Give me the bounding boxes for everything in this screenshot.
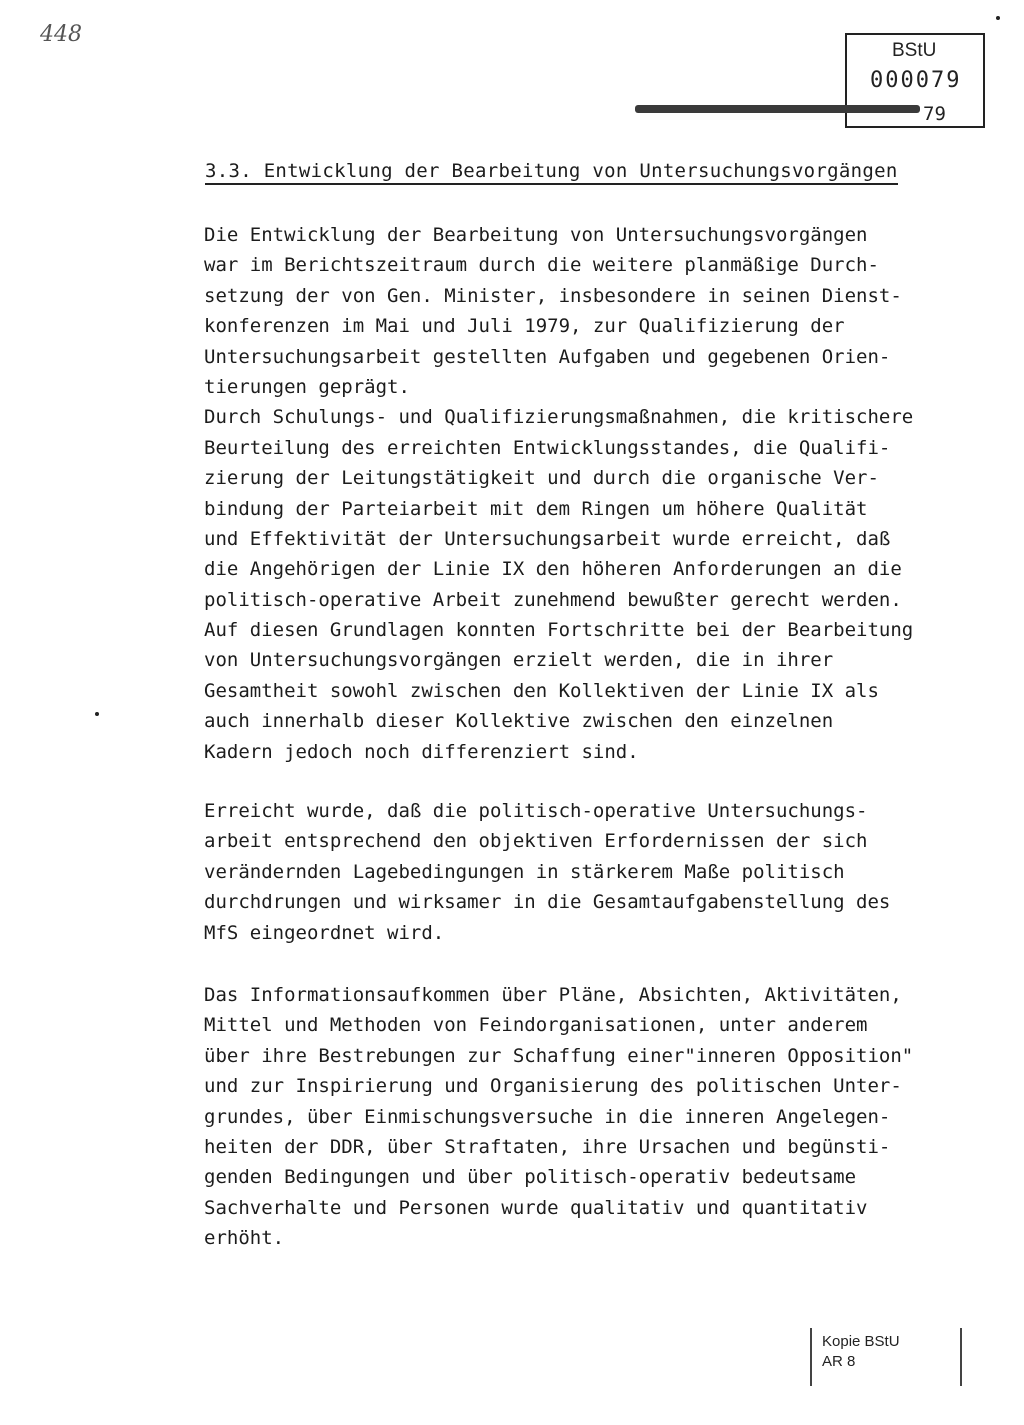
paragraph-3	[204, 980, 913, 1254]
bstu-stamp-number: 000079	[870, 68, 962, 93]
text-line: tierungen geprägt.	[204, 375, 410, 398]
text-line: die Angehörigen der Linie IX den höheren Anforderungen an die	[204, 558, 902, 581]
redacted-strikethrough	[635, 105, 920, 113]
text-line: zierung der Leitungstätigkeit und durch die organische Ver-	[204, 467, 879, 490]
text-line: Durch Schulungs- und Qualifizierungsmaßnahmen, die kritischere	[204, 406, 914, 429]
text-line: setzung der von Gen. Minister, insbesondere in seinen Dienst-	[204, 284, 902, 307]
text-line: bindung der Parteiarbeit mit dem Ringen um höhere Qualität	[204, 497, 868, 520]
text-line: politisch-operative Arbeit zunehmend bewußter gerecht werden.	[204, 588, 902, 611]
text-line: konferenzen im Mai und Juli 1979, zur Qualifizierung der	[204, 315, 845, 338]
text-line: Mittel und Methoden von Feindorganisationen, unter anderem	[204, 1014, 868, 1037]
text-line: und Effektivität der Untersuchungsarbeit wurde erreicht, daß	[204, 527, 891, 550]
text-line: Beurteilung des erreichten Entwicklungsstandes, die Qualifi-	[204, 436, 891, 459]
text-line: genden Bedingungen und über politisch-operativ bedeutsame	[204, 1166, 857, 1189]
text-line: Sachverhalte und Personen wurde qualitativ und quantitativ	[204, 1196, 868, 1219]
text-line: auch innerhalb dieser Kollektive zwischen den einzelnen	[204, 710, 834, 733]
page-number: 79	[923, 103, 946, 125]
text-line: Die Entwicklung der Bearbeitung von Untersuchungsvorgängen	[204, 224, 868, 246]
text-line: von Untersuchungsvorgängen erzielt werden, die in ihrer	[204, 649, 834, 672]
text-line: heiten der DDR, über Straftaten, ihre Ursachen und begünsti-	[204, 1135, 891, 1158]
handwritten-page-note: 448	[40, 22, 82, 47]
text-line: war im Berichtszeitraum durch die weitere planmäßige Durch-	[204, 254, 879, 277]
text-line: Untersuchungsarbeit gestellten Aufgaben und gegebenen Orien-	[204, 345, 891, 368]
text-line: Erreicht wurde, daß die politisch-operative Untersuchungs-	[204, 800, 868, 822]
text-line: Kadern jedoch noch differenziert sind.	[204, 740, 639, 763]
archive-stamp-line: Kopie BStU	[822, 1333, 900, 1350]
archive-stamp-line: AR 8	[822, 1353, 856, 1370]
text-line: Gesamtheit sowohl zwischen den Kollektiven der Linie IX als	[204, 679, 879, 702]
text-line: MfS eingeordnet wird.	[204, 921, 445, 944]
text-line: arbeit entsprechend den objektiven Erfordernissen der sich	[204, 830, 868, 853]
text-line: über ihre Bestrebungen zur Schaffung einer"inneren Opposition"	[204, 1044, 914, 1067]
section-heading: 3.3. Entwicklung der Bearbeitung von Untersuchungsvorgängen	[205, 160, 898, 185]
text-line: Das Informationsaufkommen über Pläne, Absichten, Aktivitäten,	[204, 984, 902, 1006]
archive-copy-stamp	[810, 1328, 962, 1386]
text-line: und zur Inspirierung und Organisierung des politischen Unter-	[204, 1075, 902, 1098]
text-line: erhöht.	[204, 1227, 285, 1250]
scan-speck	[95, 712, 99, 716]
text-line: grundes, über Einmischungsversuche in die inneren Angelegen-	[204, 1105, 891, 1128]
bstu-stamp-label: BStU	[892, 40, 937, 61]
paragraph-1	[204, 220, 913, 767]
text-line: Auf diesen Grundlagen konnten Fortschritte bei der Bearbeitung	[204, 619, 914, 642]
text-line: durchdrungen und wirksamer in die Gesamtaufgabenstellung des	[204, 891, 891, 914]
paragraph-2	[204, 796, 890, 948]
text-line: verändernden Lagebedingungen in stärkerem Maße politisch	[204, 860, 845, 883]
scan-speck	[996, 16, 1000, 20]
